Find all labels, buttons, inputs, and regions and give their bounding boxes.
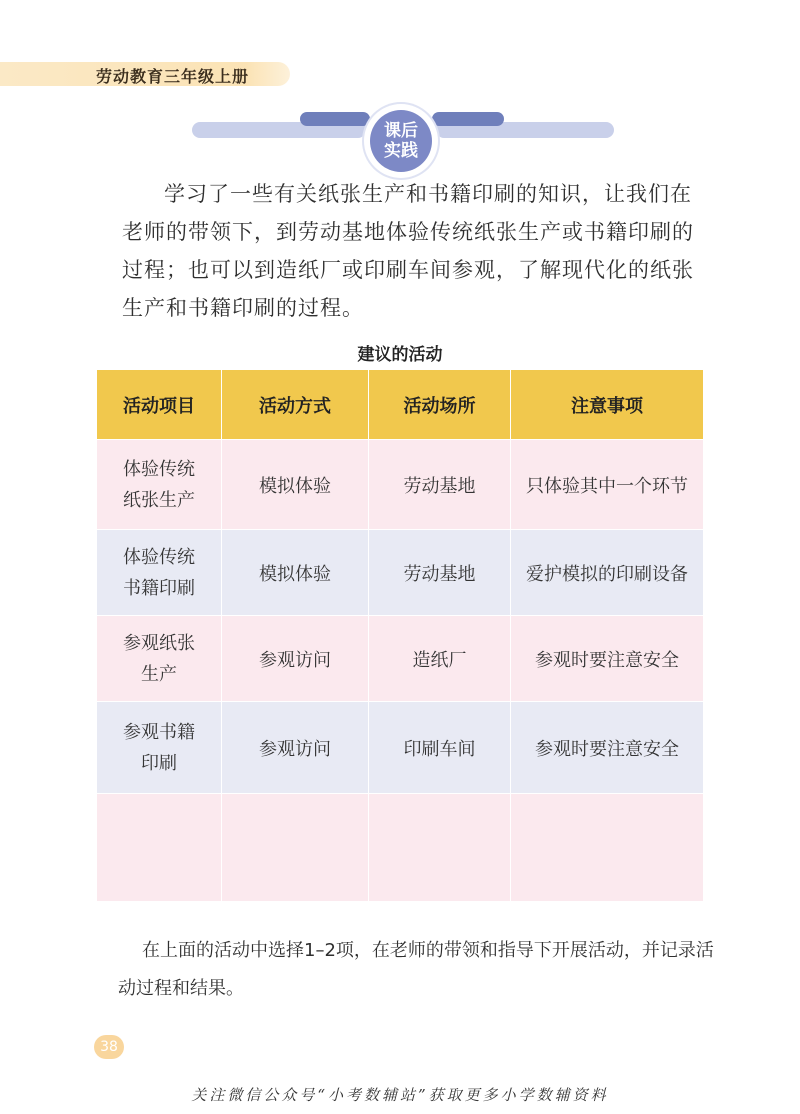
cell-method: 模拟体验 <box>222 530 369 616</box>
banner-accent-right <box>432 112 504 126</box>
cell-activity <box>97 440 222 530</box>
cell-activity <box>97 530 222 616</box>
cell-place <box>369 794 511 902</box>
cell-activity <box>97 702 222 794</box>
activity-table <box>96 369 704 902</box>
page-number: 38 <box>94 1035 124 1059</box>
instruction-paragraph: 在上面的活动中选择1–2项，在老师的带领和指导下开展活动，并记录活动过程和结果。 <box>118 940 714 999</box>
cell-notes: 参观时要注意安全 <box>511 702 704 794</box>
cell-method: 模拟体验 <box>222 440 369 530</box>
cell-method: 参观访问 <box>222 616 369 702</box>
cell-activity-text: 体验传统 书籍印刷 <box>123 546 195 599</box>
cell-activity <box>97 616 222 702</box>
table-header-row <box>97 370 704 440</box>
cell-notes: 参观时要注意安全 <box>511 616 704 702</box>
table-row <box>97 530 704 616</box>
banner-accent-left <box>300 112 370 126</box>
cell-activity-text: 参观书籍 印刷 <box>123 721 195 774</box>
intro-paragraph: 学习了一些有关纸张生产和书籍印刷的知识，让我们在老师的带领下，到劳动基地体验传统纸张生产或书籍印刷的过程；也可以到造纸厂或印刷车间参观，了解现代化的纸张生产和书籍印刷的过程。 <box>122 182 694 320</box>
cell-activity-text: 参观纸张 生产 <box>123 632 195 685</box>
header-activity: 活动项目 <box>97 370 222 440</box>
book-title: 劳动教育三年级上册 <box>96 67 250 86</box>
cell-notes: 爱护模拟的印刷设备 <box>511 530 704 616</box>
cell-notes: 只体验其中一个环节 <box>511 440 704 530</box>
header-method: 活动方式 <box>222 370 369 440</box>
footer-note: 关注微信公众号“小考数辅站”获取更多小学数辅资料 <box>191 1086 609 1104</box>
table-row-empty <box>97 794 704 902</box>
badge-line1: 课后 <box>384 121 418 141</box>
table-caption: 建议的活动 <box>357 345 443 365</box>
cell-place: 劳动基地 <box>369 530 511 616</box>
header-place: 活动场所 <box>369 370 511 440</box>
section-badge <box>364 104 438 178</box>
cell-activity-text: 体验传统 纸张生产 <box>123 458 195 511</box>
header-notes: 注意事项 <box>511 370 704 440</box>
cell-place: 劳动基地 <box>369 440 511 530</box>
table-row <box>97 440 704 530</box>
cell-place: 印刷车间 <box>369 702 511 794</box>
cell-method: 参观访问 <box>222 702 369 794</box>
table-row <box>97 616 704 702</box>
badge-line2: 实践 <box>384 141 418 161</box>
cell-activity <box>97 794 222 902</box>
cell-place: 造纸厂 <box>369 616 511 702</box>
section-badge-label <box>370 110 432 172</box>
cell-method <box>222 794 369 902</box>
cell-notes <box>511 794 704 902</box>
table-row <box>97 702 704 794</box>
